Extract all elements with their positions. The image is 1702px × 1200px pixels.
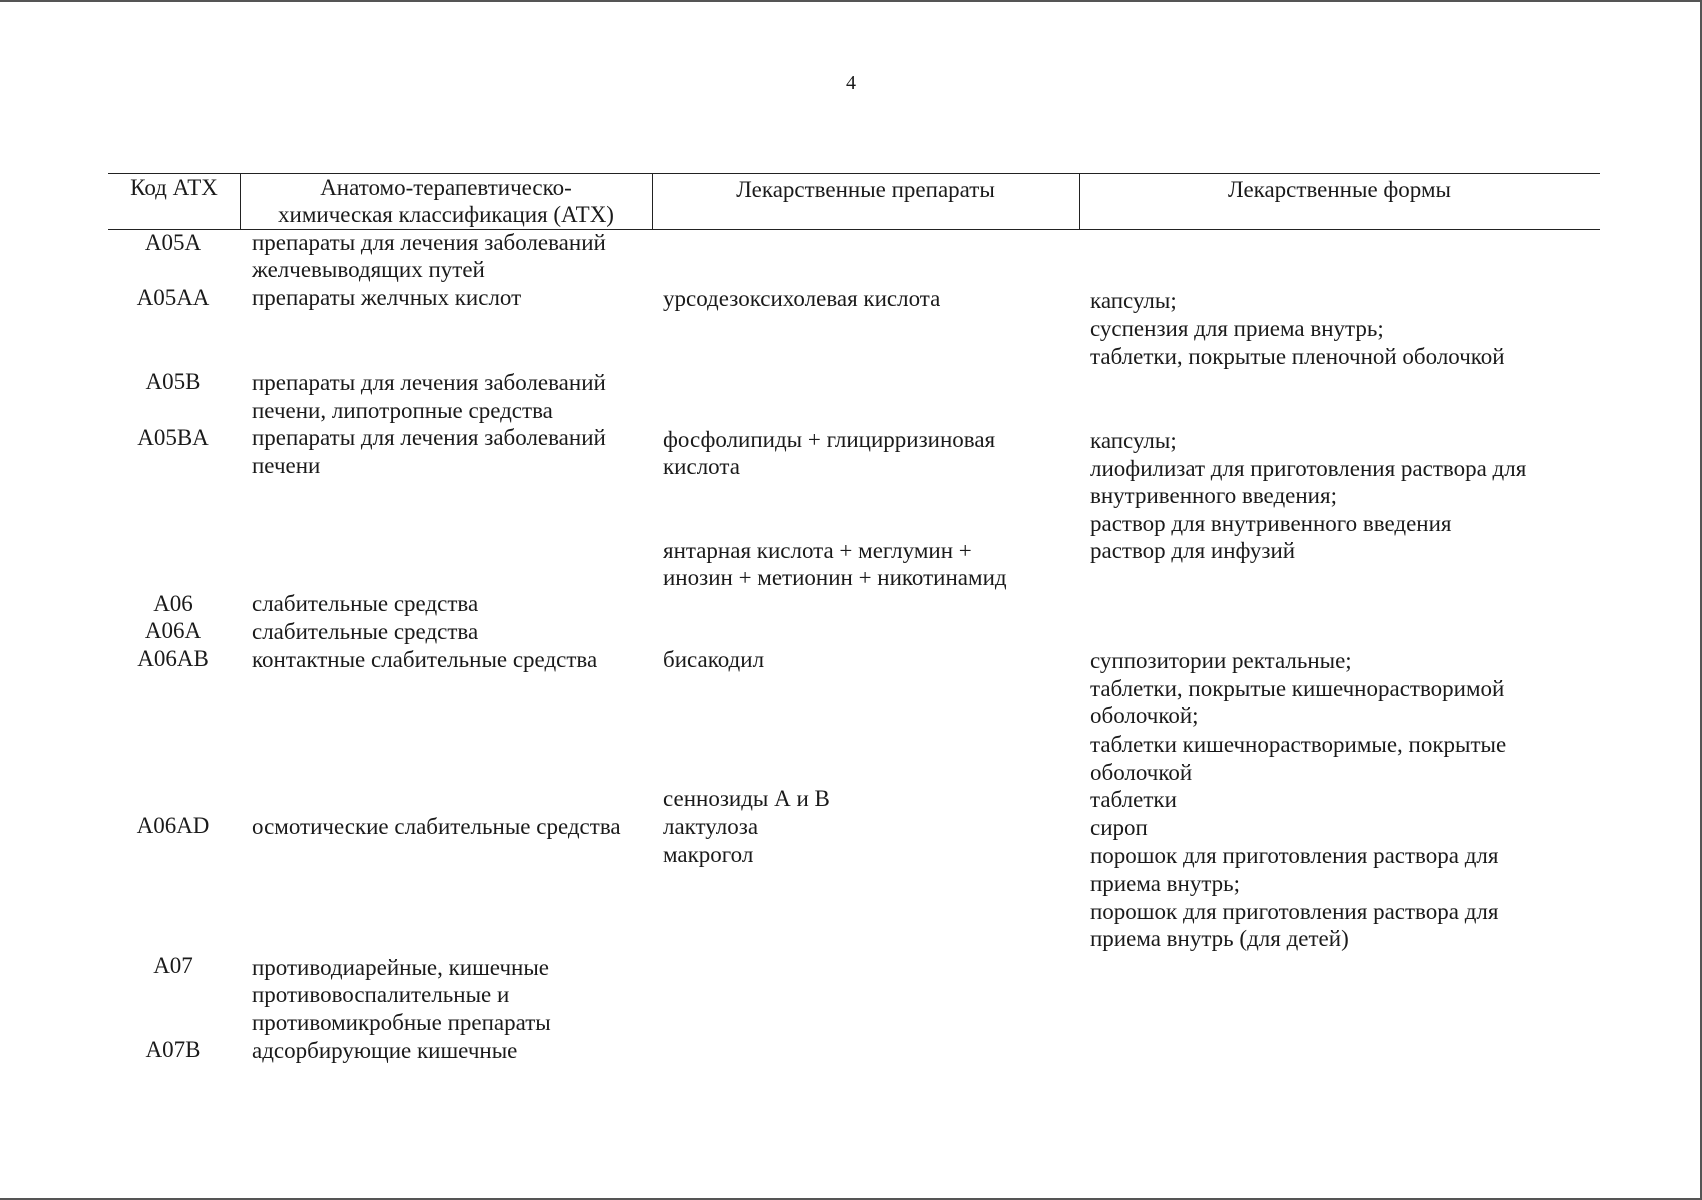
row-form-a05ba-1-line1: капсулы;	[1090, 428, 1177, 453]
row-drug-a05ba-1-line2: кислота	[663, 454, 740, 479]
row-code-a05a: A05A	[144, 230, 202, 255]
header-atc-line2: химическая классификация (АТХ)	[278, 202, 614, 227]
row-drug-a06ab-2: сеннозиды А и В	[663, 786, 830, 811]
row-drug-a06ad-2: макрогол	[663, 842, 754, 867]
row-form-a06ad-2-line3: порошок для приготовления раствора для	[1090, 899, 1499, 924]
header-atc-line1: Анатомо-терапевтическо-	[320, 175, 572, 200]
row-code-a05ba: A05BA	[137, 425, 209, 450]
row-form-a06ad-2-line2: приема внутрь;	[1090, 871, 1241, 896]
row-class-a06a: слабительные средства	[252, 619, 479, 644]
row-class-a05ba-line2: печени	[252, 453, 321, 478]
row-form-a06ab-1-line4: таблетки кишечнорастворимые, покрытые	[1090, 732, 1507, 757]
row-form-a05ba-1-line4: раствор для внутривенного введения	[1090, 511, 1452, 536]
row-form-a06ad-1: сироп	[1090, 815, 1148, 840]
row-drug-a05ba-2-line1: янтарная кислота + меглумин +	[663, 538, 972, 563]
row-form-a05ba-1-line2: лиофилизат для приготовления раствора для	[1090, 456, 1527, 481]
row-code-a05b: A05B	[145, 369, 201, 394]
row-class-a06ad: осмотические слабительные средства	[252, 814, 621, 839]
row-class-a05b-line1: препараты для лечения заболеваний	[252, 370, 606, 395]
row-class-a07-line3: противомикробные препараты	[252, 1010, 551, 1035]
row-class-a05b-line2: печени, липотропные средства	[252, 398, 553, 423]
row-form-a05ba-1-line3: внутривенного введения;	[1090, 483, 1337, 508]
row-drug-a06ad-1: лактулоза	[663, 814, 759, 839]
row-class-a07-line1: противодиарейные, кишечные	[252, 955, 549, 980]
header-code: Код АТХ	[130, 175, 218, 200]
row-form-a06ab-1-line1: суппозитории ректальные;	[1090, 648, 1352, 673]
row-form-a06ab-1-line5: оболочкой	[1090, 760, 1193, 785]
row-class-a07-line2: противовоспалительные и	[252, 982, 510, 1007]
row-class-a06: слабительные средства	[252, 591, 479, 616]
row-form-a06ab-2: таблетки	[1090, 787, 1177, 812]
row-code-a06ad: A06AD	[136, 813, 210, 838]
row-form-a06ab-1-line2: таблетки, покрытые кишечнорастворимой	[1090, 676, 1505, 701]
row-drug-a05aa: урсодезоксихолевая кислота	[663, 286, 941, 311]
row-code-a06a: A06A	[144, 618, 202, 643]
row-form-a05aa-line3: таблетки, покрытые пленочной оболочкой	[1090, 344, 1505, 369]
row-form-a06ab-1-line3: оболочкой;	[1090, 703, 1199, 728]
row-class-a06ab: контактные слабительные средства	[252, 647, 598, 672]
row-code-a06: A06	[153, 591, 193, 616]
row-class-a07b: адсорбирующие кишечные	[252, 1038, 518, 1063]
row-drug-a06ab-1: бисакодил	[663, 647, 765, 672]
row-form-a06ad-2-line4: приема внутрь (для детей)	[1090, 926, 1349, 951]
row-code-a07: A07	[153, 953, 193, 978]
row-code-a05aa: A05AA	[136, 285, 210, 310]
row-class-a05ba-line1: препараты для лечения заболеваний	[252, 425, 606, 450]
row-class-a05aa: препараты желчных кислот	[252, 285, 522, 310]
row-form-a05ba-2: раствор для инфузий	[1090, 538, 1296, 563]
header-drugs: Лекарственные препараты	[736, 177, 995, 202]
header-forms: Лекарственные формы	[1228, 177, 1451, 202]
row-form-a05aa-line1: капсулы;	[1090, 288, 1177, 313]
row-class-a05a-line2: желчевыводящих путей	[252, 257, 485, 282]
row-form-a06ad-2-line1: порошок для приготовления раствора для	[1090, 843, 1499, 868]
row-drug-a05ba-2-line2: инозин + метионин + никотинамид	[663, 565, 1007, 590]
row-class-a05a-line1: препараты для лечения заболеваний	[252, 230, 606, 255]
row-code-a07b: A07B	[145, 1037, 201, 1062]
row-code-a06ab: A06AB	[137, 646, 209, 671]
row-form-a05aa-line2: суспензия для приема внутрь;	[1090, 316, 1384, 341]
page-number: 4	[846, 72, 856, 94]
row-drug-a05ba-1-line1: фосфолипиды + глицирризиновая	[663, 427, 996, 452]
